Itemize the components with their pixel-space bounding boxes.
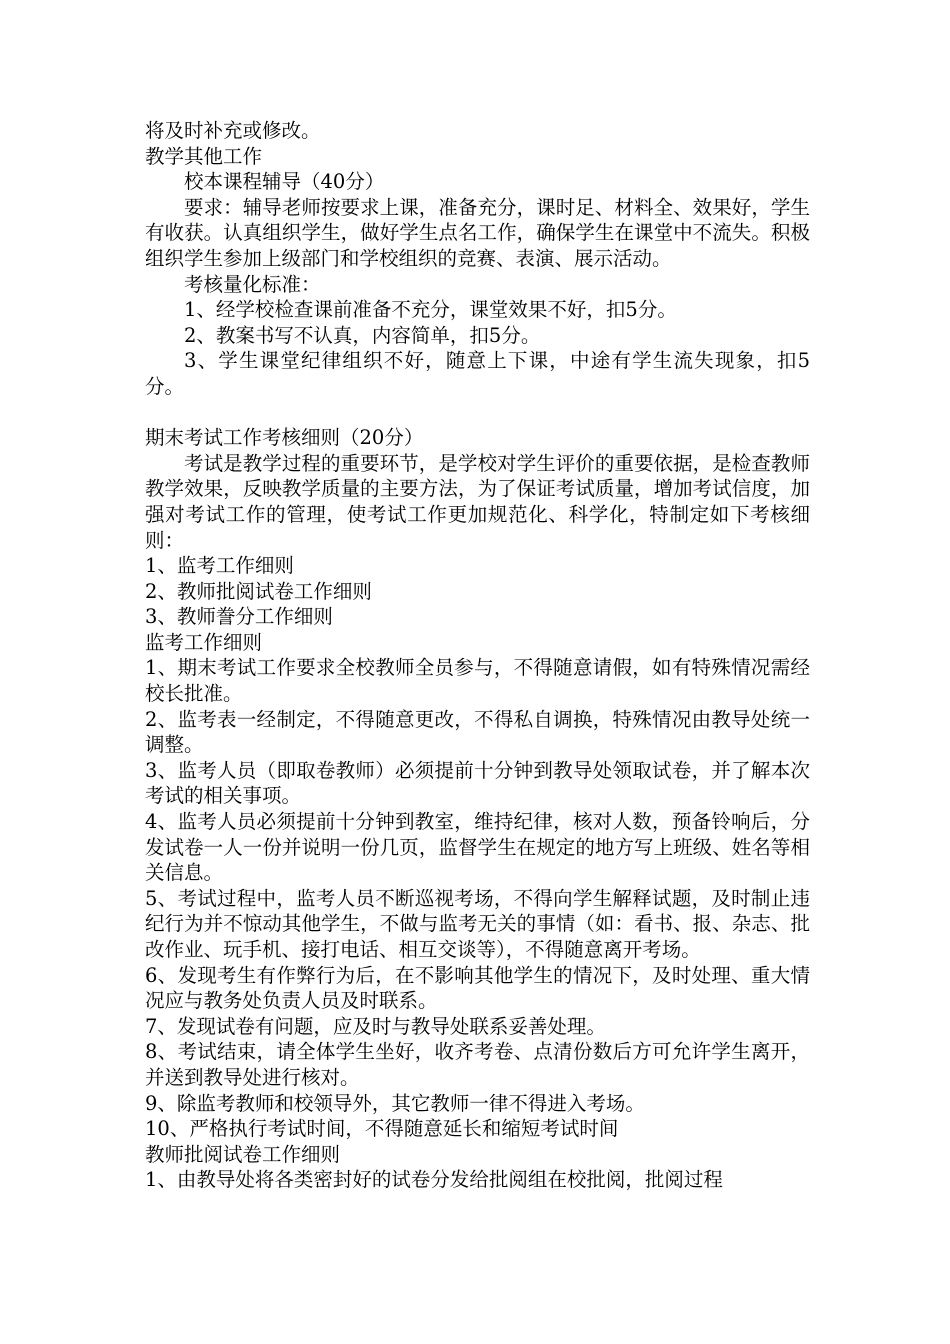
standard-item-3: 3、学生课堂纪律组织不好，随意上下课，中途有学生流失现象，扣5分。 xyxy=(145,349,810,398)
rule-item-6: 6、发现考生有作弊行为后，在不影响其他学生的情况下，及时处理、重大情况应与教务处负责人员及时联系。 xyxy=(145,963,810,1013)
rule-item-5: 5、考试过程中，监考人员不断巡视考场，不得向学生解释试题，及时制止违纪行为并不惊动其他学生，不做与监考无关的事情（如：看书、报、杂志、批改作业、玩手机、接打电话、相互交谈等），不得随意离开考场。 xyxy=(145,886,810,961)
rule-item-3: 3、监考人员（即取卷教师）必须提前十分钟到教导处领取试卷，并了解本次考试的相关事项。 xyxy=(145,758,810,808)
list-item-invigilation: 1、监考工作细则 xyxy=(145,554,294,578)
blank-line xyxy=(145,400,810,426)
standard-item-1: 1、经学校检查课前准备不充分，课堂效果不好，扣5分。 xyxy=(184,298,677,322)
rule-item-10: 10、严格执行考试时间，不得随意延长和缩短考试时间 xyxy=(145,1117,619,1141)
paragraph-continuation: 将及时补充或修改。 xyxy=(145,119,321,142)
standard-item-2: 2、教案书写不认真，内容简单，扣5分。 xyxy=(184,323,541,347)
rule-item-1: 1、期末考试工作要求全校教师全员参与，不得随意请假，如有特殊情况需经校长批准。 xyxy=(145,656,810,706)
subheading-school-course: 校本课程辅导（40分） xyxy=(184,170,385,194)
list-item-grading: 2、教师批阅试卷工作细则 xyxy=(145,579,372,603)
subheading-assessment-standard: 考核量化标准： xyxy=(184,272,321,296)
section-heading-other-teaching: 教学其他工作 xyxy=(145,144,263,168)
section-heading-invigilation-rules: 监考工作细则 xyxy=(145,630,263,654)
rule-item-4: 4、监考人员必须提前十分钟到教室，维持纪律，核对人数，预备铃响后，分发试卷一人一份并说明一份几页，监督学生在规定的地方写上班级、姓名等相关信息。 xyxy=(145,810,810,885)
section-heading-final-exam: 期末考试工作考核细则（20分） xyxy=(145,426,424,450)
document-page xyxy=(145,118,810,1193)
rule-item-9: 9、除监考教师和校领导外，其它教师一律不得进入考场。 xyxy=(145,1091,645,1115)
section-heading-grading-rules: 教师批阅试卷工作细则 xyxy=(145,1142,341,1166)
grading-rule-item-1: 1、由教导处将各类密封好的试卷分发给批阅组在校批阅，批阅过程 xyxy=(145,1168,723,1192)
paragraph-requirements: 要求：辅导老师按要求上课，准备充分，课时足、材料全、效果好，学生有收获。认真组织学生，做好学生点名工作，确保学生在课堂中不流失。积极组织学生参加上级部门和学校组织的竞赛、表演、展示活动。 xyxy=(145,195,810,270)
paragraph-exam-intro: 考试是教学过程的重要环节，是学校对学生评价的重要依据，是检查教师教学效果，反映教学质量的主要方法，为了保证考试质量，增加考试信度，加强对考试工作的管理，使考试工作更加规范化、科学化，特制定如下考核细则： xyxy=(145,451,810,552)
rule-item-8: 8、考试结束，请全体学生坐好，收齐考卷、点清份数后方可允许学生离开，并送到教导处进行核对。 xyxy=(145,1040,810,1089)
rule-item-7: 7、发现试卷有问题，应及时与教导处联系妥善处理。 xyxy=(145,1014,606,1038)
rule-item-2: 2、监考表一经制定，不得随意更改，不得私自调换，特殊情况由教导处统一调整。 xyxy=(145,707,810,757)
list-item-score-copying: 3、教师誊分工作细则 xyxy=(145,605,333,629)
